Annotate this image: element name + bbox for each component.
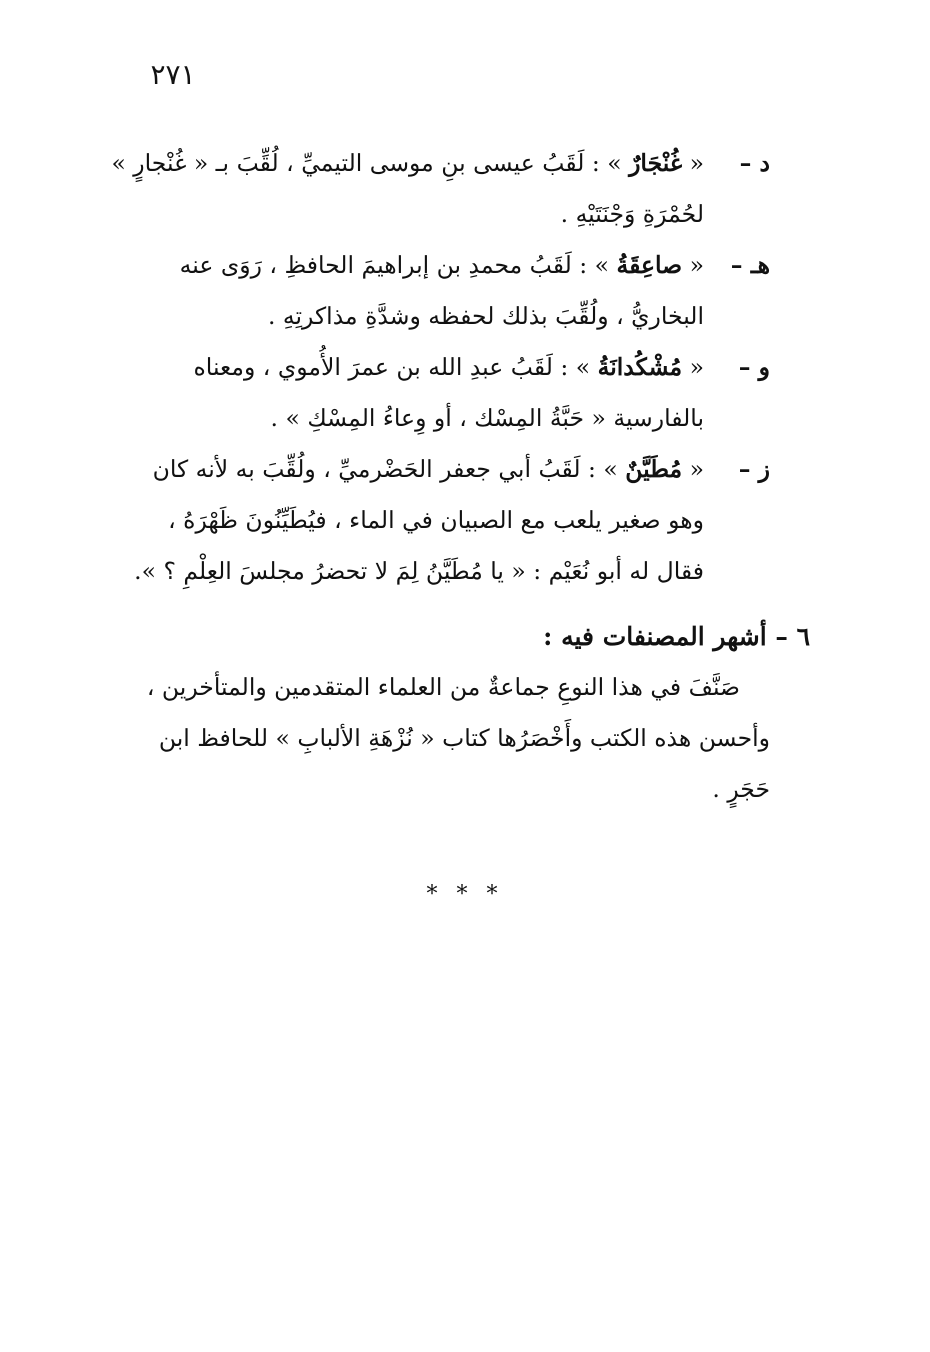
entry-term: مُشْكُدانَةُ: [597, 353, 683, 381]
entry-letter: د –: [739, 149, 770, 177]
entry-letter: هـ –: [730, 251, 770, 279]
entry-line: وهو صغير يلعب مع الصبيان في الماء ، فيُطَيِّنُونَ ظَهْرَهُ ،: [168, 506, 704, 534]
entry-ghunjar: [110, 138, 770, 240]
entry-line: البخاريُّ ، ولُقِّبَ بذلك لحفظه وشدَّةِ مذاكرتِهِ .: [267, 302, 704, 330]
entry-line: د –« غُنْجَارٌ » : لَقَبُ عيسى بنِ موسى التيميِّ ، لُقِّبَ بـ « غُنْجارٍ »: [110, 138, 770, 189]
page-number: ٢٧١: [150, 58, 196, 91]
section-paragraph: [110, 662, 770, 815]
entry-term: مُطَيَّنٌ: [625, 455, 683, 483]
entry-line: و –« مُشْكُدانَةُ » : لَقَبُ عبدِ الله بن عمرَ الأُموي ، ومعناه: [110, 342, 770, 393]
entry-mushkudana: [110, 342, 770, 444]
entry-saiqa: [110, 240, 770, 342]
paragraph-line: وأحسن هذه الكتب وأَخْصَرُها كتاب « نُزْهَةِ الألبابِ » للحافظ ابن: [158, 724, 770, 752]
paragraph-line: صَنَّفَ في هذا النوعِ جماعةٌ من العلماء المتقدمين والمتأخرين ،: [146, 673, 740, 701]
entry-line: هـ –« صاعِقَةُ » : لَقَبُ محمدِ بن إبراهيمَ الحافظِ ، رَوَى عنه: [110, 240, 770, 291]
entry-line: فقال له أبو نُعَيْم : « يا مُطَيَّنُ لِمَ لا تحضرُ مجلسَ العِلْمِ ؟ ».: [134, 557, 704, 585]
entry-line: بالفارسية « حَبَّةُ المِسْك ، أو وِعاءُ المِسْكِ » .: [270, 404, 704, 432]
entry-term: صاعِقَةُ: [616, 251, 683, 279]
entry-line: لحُمْرَةِ وَجْنَتَيْهِ .: [560, 200, 704, 228]
entry-term: غُنْجَارٌ: [629, 149, 683, 177]
page-body: [110, 138, 810, 815]
entry-line: ز –« مُطَيَّنٌ » : لَقَبُ أبي جعفر الحَضْرميِّ ، ولُقِّبَ به لأنه كان: [110, 444, 770, 495]
entry-letter: ز –: [738, 455, 770, 483]
paragraph-line: حَجَرٍ .: [712, 775, 770, 803]
section-heading: ٦ – أشهر المصنفات فيه :: [543, 622, 810, 651]
entry-letter: و –: [738, 353, 770, 381]
section-separator: * * *: [426, 882, 504, 907]
entry-mutayyan: [110, 444, 770, 597]
